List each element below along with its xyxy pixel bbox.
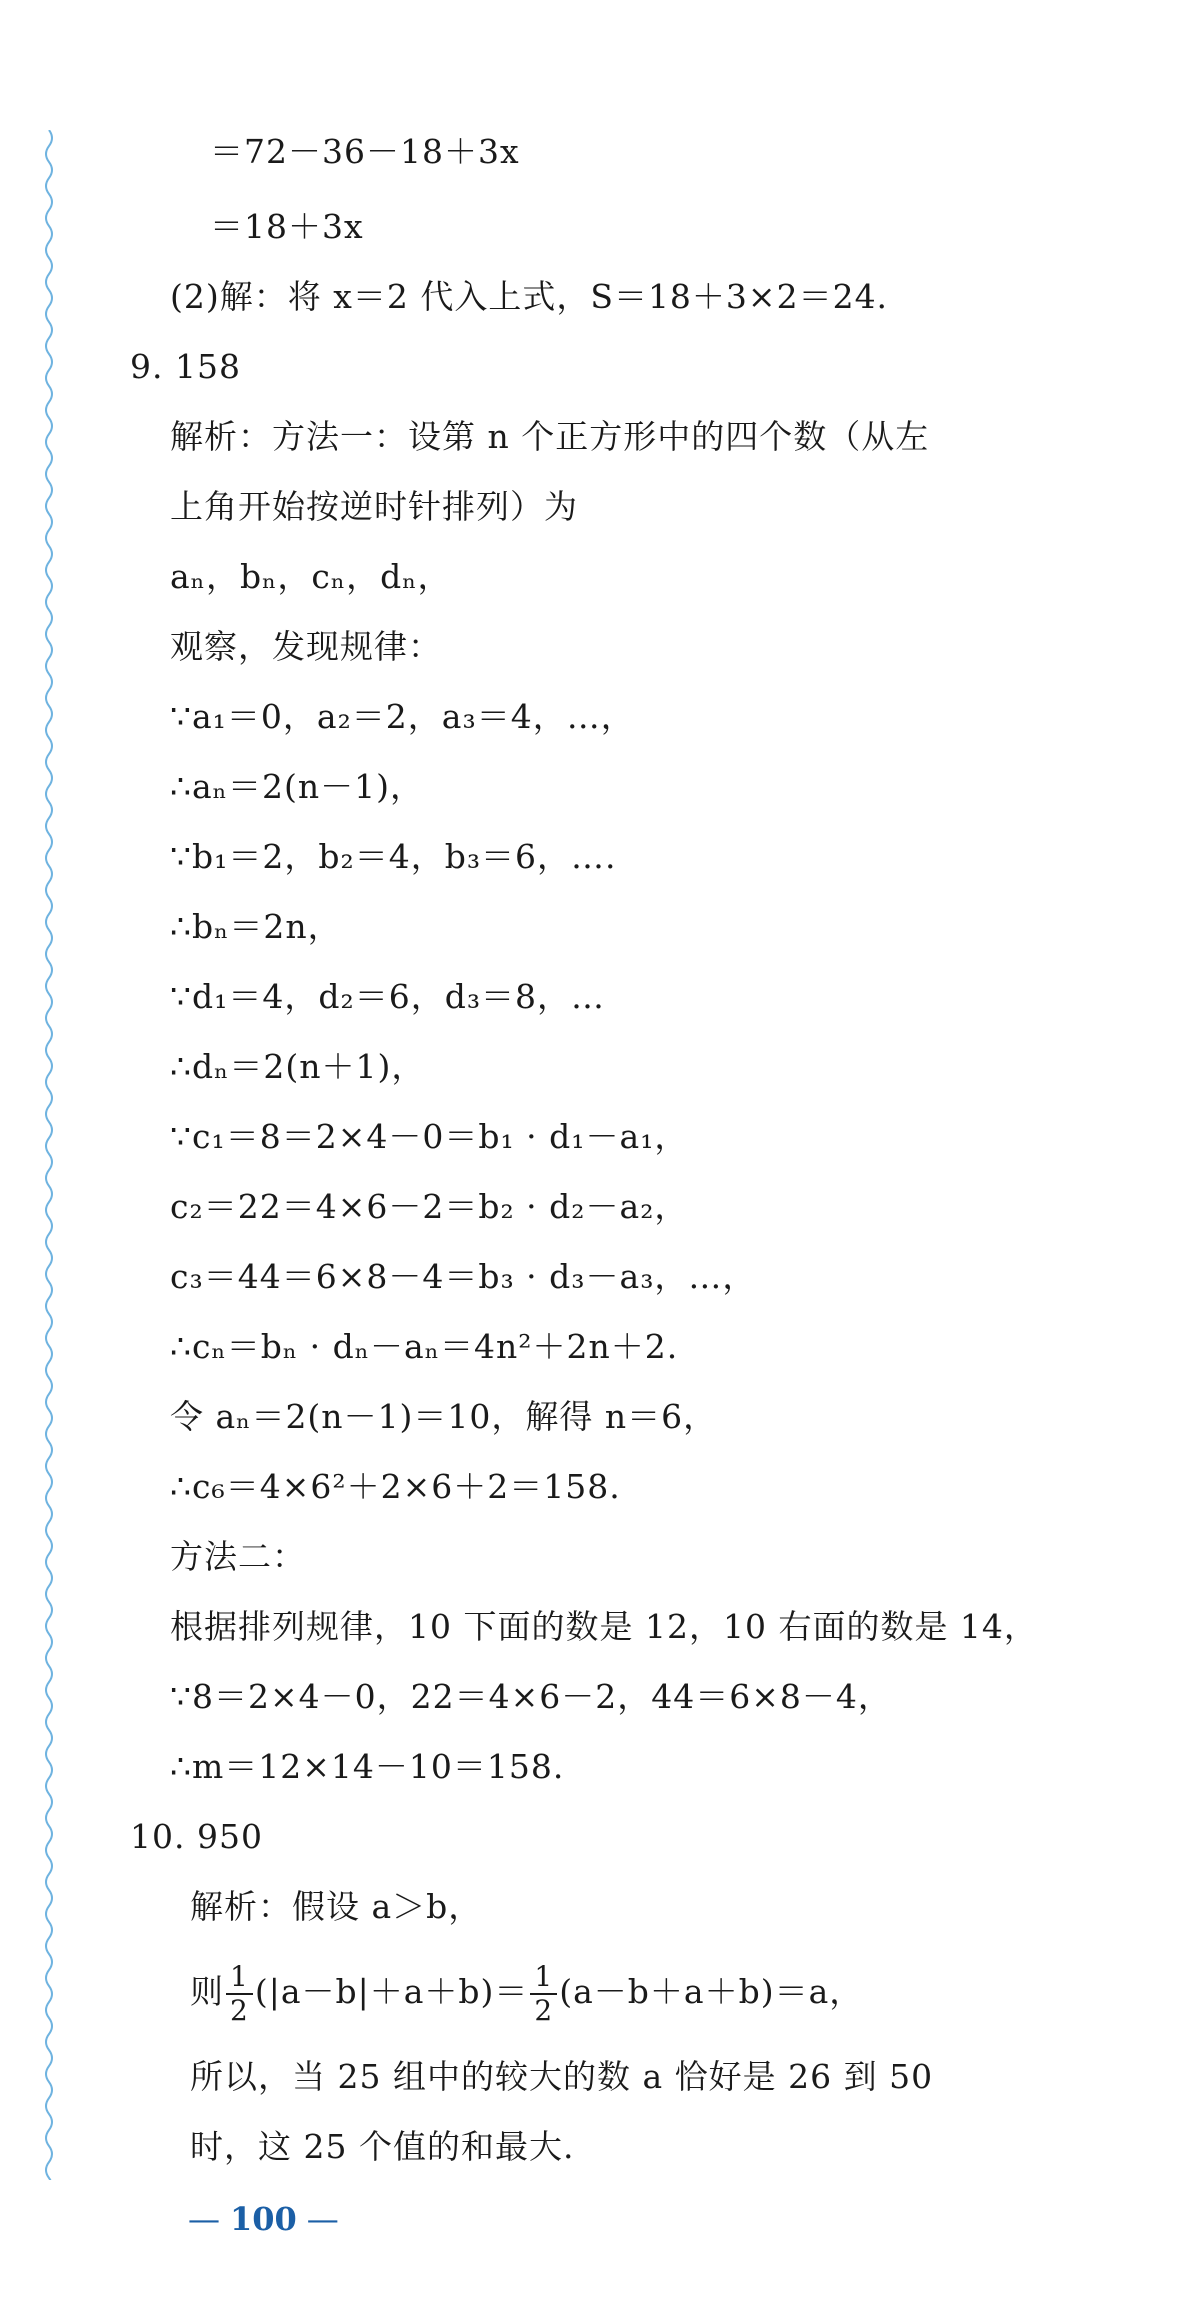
text-line: ∴m＝12×14－10＝158. <box>170 1747 565 1786</box>
question-number: 10. 950 <box>130 1817 263 1856</box>
text-line: 解析：方法一：设第 n 个正方形中的四个数（从左 <box>170 417 930 456</box>
text-line: ＝18＋3x <box>210 207 364 246</box>
fraction <box>530 1961 557 2027</box>
page-footer <box>178 2200 349 2238</box>
text-line: ∴cₙ＝bₙ · dₙ－aₙ＝4n²＋2n＋2. <box>170 1327 679 1366</box>
fraction-numerator: 1 <box>226 1961 253 1995</box>
page-number: 100 <box>230 2200 297 2238</box>
formula-line <box>190 1952 863 2032</box>
decorative-wavy-border <box>40 130 58 2180</box>
fraction <box>226 1961 253 2027</box>
text-line: 所以，当 25 组中的较大的数 a 恰好是 26 到 50 <box>190 2057 934 2096</box>
text-line: aₙ，bₙ，cₙ，dₙ， <box>170 557 452 596</box>
text-line: 观察，发现规律： <box>170 627 442 666</box>
fraction-numerator: 1 <box>530 1961 557 1995</box>
text-line: c₃＝44＝6×8－4＝b₃ · d₃－a₃，…， <box>170 1257 757 1296</box>
text-line: ∴bₙ＝2n， <box>170 907 342 946</box>
footer-dash: — <box>188 2200 220 2238</box>
text-line: 令 aₙ＝2(n－1)＝10，解得 n＝6， <box>170 1397 718 1436</box>
fraction-denominator: 2 <box>534 1994 554 2027</box>
text-line: ∵a₁＝0，a₂＝2，a₃＝4，…， <box>170 697 635 736</box>
text-line: c₂＝22＝4×6－2＝b₂ · d₂－a₂， <box>170 1187 689 1226</box>
text-line: ∵c₁＝8＝2×4－0＝b₁ · d₁－a₁， <box>170 1117 689 1156</box>
formula-part: (a－b＋a＋b)＝a， <box>559 1972 864 2011</box>
fraction-denominator: 2 <box>230 1994 249 2027</box>
footer-dash: — <box>306 2200 339 2238</box>
text-line: ＝72－36－18＋3x <box>210 132 520 171</box>
text-line: 时，这 25 个值的和最大. <box>190 2127 575 2166</box>
text-line: 方法二： <box>170 1537 306 1576</box>
text-line: ∵8＝2×4－0，22＝4×6－2，44＝6×8－4， <box>170 1677 892 1716</box>
formula-prefix: 则 <box>190 1972 224 2011</box>
text-line: ∴dₙ＝2(n＋1)， <box>170 1047 426 1086</box>
formula-part: (|a－b|＋a＋b)＝ <box>254 1972 529 2011</box>
text-line: (2)解：将 x＝2 代入上式，S＝18＋3×2＝24. <box>170 277 889 316</box>
text-line: 解析：假设 a＞b， <box>190 1887 483 1926</box>
text-line: 上角开始按逆时针排列）为 <box>170 487 578 526</box>
text-line: ∵b₁＝2，b₂＝4，b₃＝6，…. <box>170 837 617 876</box>
text-line: ∴c₆＝4×6²＋2×6＋2＝158. <box>170 1467 621 1506</box>
text-line: ∴aₙ＝2(n－1)， <box>170 767 424 806</box>
text-line: ∵d₁＝4，d₂＝6，d₃＝8，… <box>170 977 606 1016</box>
question-number: 9. 158 <box>130 347 241 386</box>
text-line: 根据排列规律，10 下面的数是 12，10 右面的数是 14， <box>170 1607 1038 1646</box>
